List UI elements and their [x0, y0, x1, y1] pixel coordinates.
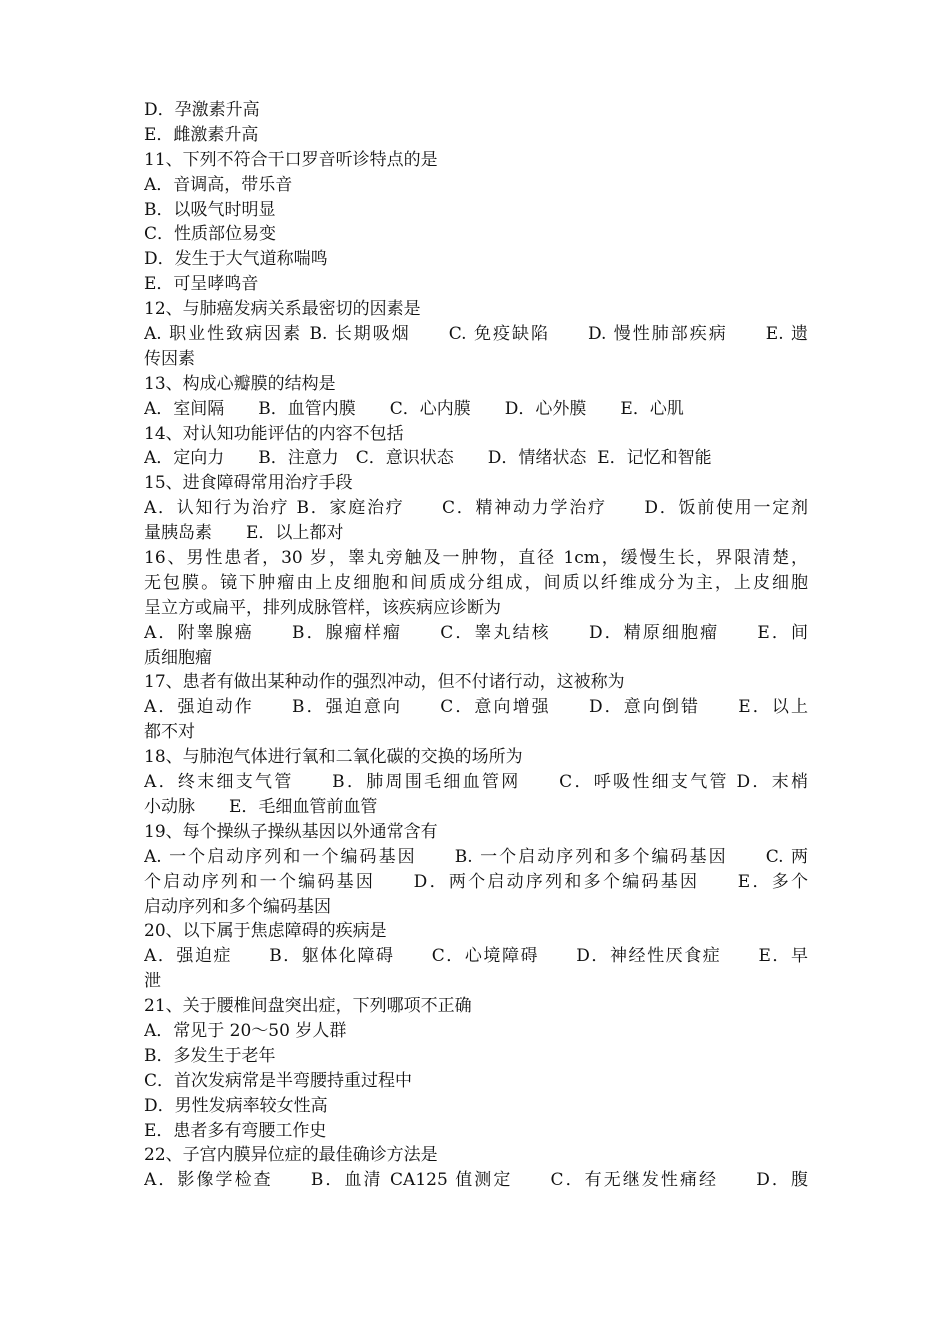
question-stem: 呈立方或扁平，排列成脉管样，该疾病应诊断为	[144, 597, 501, 618]
answer-options-line: A．影像学检查 B．血清 CA125 值测定 C．有无继发性痛经 D．腹	[144, 1170, 808, 1191]
document-page	[144, 98, 808, 1193]
answer-options-line: 启动序列和多个编码基因	[144, 896, 331, 917]
answer-options-line: A. 职业性致病因素 B. 长期吸烟 C. 免疫缺陷 D. 慢性肺部疾病 E. 遗	[144, 324, 808, 345]
answer-options-line: 泄	[144, 971, 161, 992]
answer-options-line: 都不对	[144, 722, 195, 743]
answer-option: B．以吸气时明显	[144, 199, 276, 220]
answer-option: E．可呈哮鸣音	[144, 274, 259, 295]
question-stem: 15、进食障碍常用治疗手段	[144, 473, 353, 494]
text-line: E．雌激素升高	[144, 124, 259, 145]
answer-options-line: A．附睾腺癌 B．腺瘤样瘤 C．睾丸结核 D．精原细胞瘤 E．间	[144, 622, 808, 643]
answer-options-line: 个启动序列和一个编码基因 D．两个启动序列和多个编码基因 E．多个	[144, 871, 808, 892]
answer-option: E．患者多有弯腰工作史	[144, 1120, 327, 1141]
question-stem: 12、与肺癌发病关系最密切的因素是	[144, 299, 421, 320]
answer-options-line: A．终末细支气管 B．肺周围毛细血管网 C．呼吸性细支气管 D．末梢	[144, 772, 808, 793]
answer-option: A．常见于 20～50 岁人群	[144, 1020, 347, 1041]
answer-option: B．多发生于老年	[144, 1045, 276, 1066]
answer-options-line: 量胰岛素 E．以上都对	[144, 523, 344, 544]
question-stem: 无包膜。镜下肿瘤由上皮细胞和间质成分组成，间质以纤维成分为主，上皮细胞	[144, 572, 808, 593]
answer-options-line: A．认知行为治疗 B．家庭治疗 C．精神动力学治疗 D．饭前使用一定剂	[144, 498, 808, 519]
answer-option: C．首次发病常是半弯腰持重过程中	[144, 1070, 413, 1091]
question-stem: 17、患者有做出某种动作的强烈冲动，但不付诸行动，这被称为	[144, 672, 625, 693]
answer-option: A．音调高，带乐音	[144, 174, 293, 195]
answer-option: D．男性发病率较女性高	[144, 1095, 328, 1116]
answer-options-line: A．定向力 B．注意力 C．意识状态 D．情绪状态 E．记忆和智能	[144, 448, 712, 469]
question-stem: 21、关于腰椎间盘突出症，下列哪项不正确	[144, 996, 472, 1017]
question-stem: 22、子宫内膜异位症的最佳确诊方法是	[144, 1145, 438, 1166]
text-line: D．孕激素升高	[144, 100, 260, 120]
question-stem: 20、以下属于焦虑障碍的疾病是	[144, 921, 387, 942]
answer-option: D．发生于大气道称喘鸣	[144, 249, 328, 270]
question-stem: 18、与肺泡气体进行氧和二氧化碳的交换的场所为	[144, 747, 523, 768]
question-stem: 11、下列不符合干口罗音听诊特点的是	[144, 149, 438, 170]
answer-options-line: A. 一个启动序列和一个编码基因 B. 一个启动序列和多个编码基因 C. 两	[144, 846, 808, 867]
answer-options-line: 传因素	[144, 348, 195, 369]
question-stem: 16、男性患者，30 岁，睾丸旁触及一肿物，直径 1cm，缓慢生长，界限清楚，	[144, 548, 808, 569]
answer-option: C．性质部位易变	[144, 224, 277, 245]
question-stem: 14、对认知功能评估的内容不包括	[144, 423, 404, 444]
answer-options-line: A．强迫症 B．躯体化障碍 C．心境障碍 D．神经性厌食症 E．早	[144, 946, 808, 967]
answer-options-line: 质细胞瘤	[144, 647, 212, 668]
answer-options-line: A．室间隔 B．血管内膜 C．心内膜 D．心外膜 E．心肌	[144, 398, 684, 419]
answer-options-line: 小动脉 E．毛细血管前血管	[144, 796, 378, 817]
question-stem: 13、构成心瓣膜的结构是	[144, 373, 336, 394]
question-stem: 19、每个操纵子操纵基因以外通常含有	[144, 821, 438, 842]
answer-options-line: A．强迫动作 B．强迫意向 C．意向增强 D．意向倒错 E．以上	[144, 697, 808, 718]
